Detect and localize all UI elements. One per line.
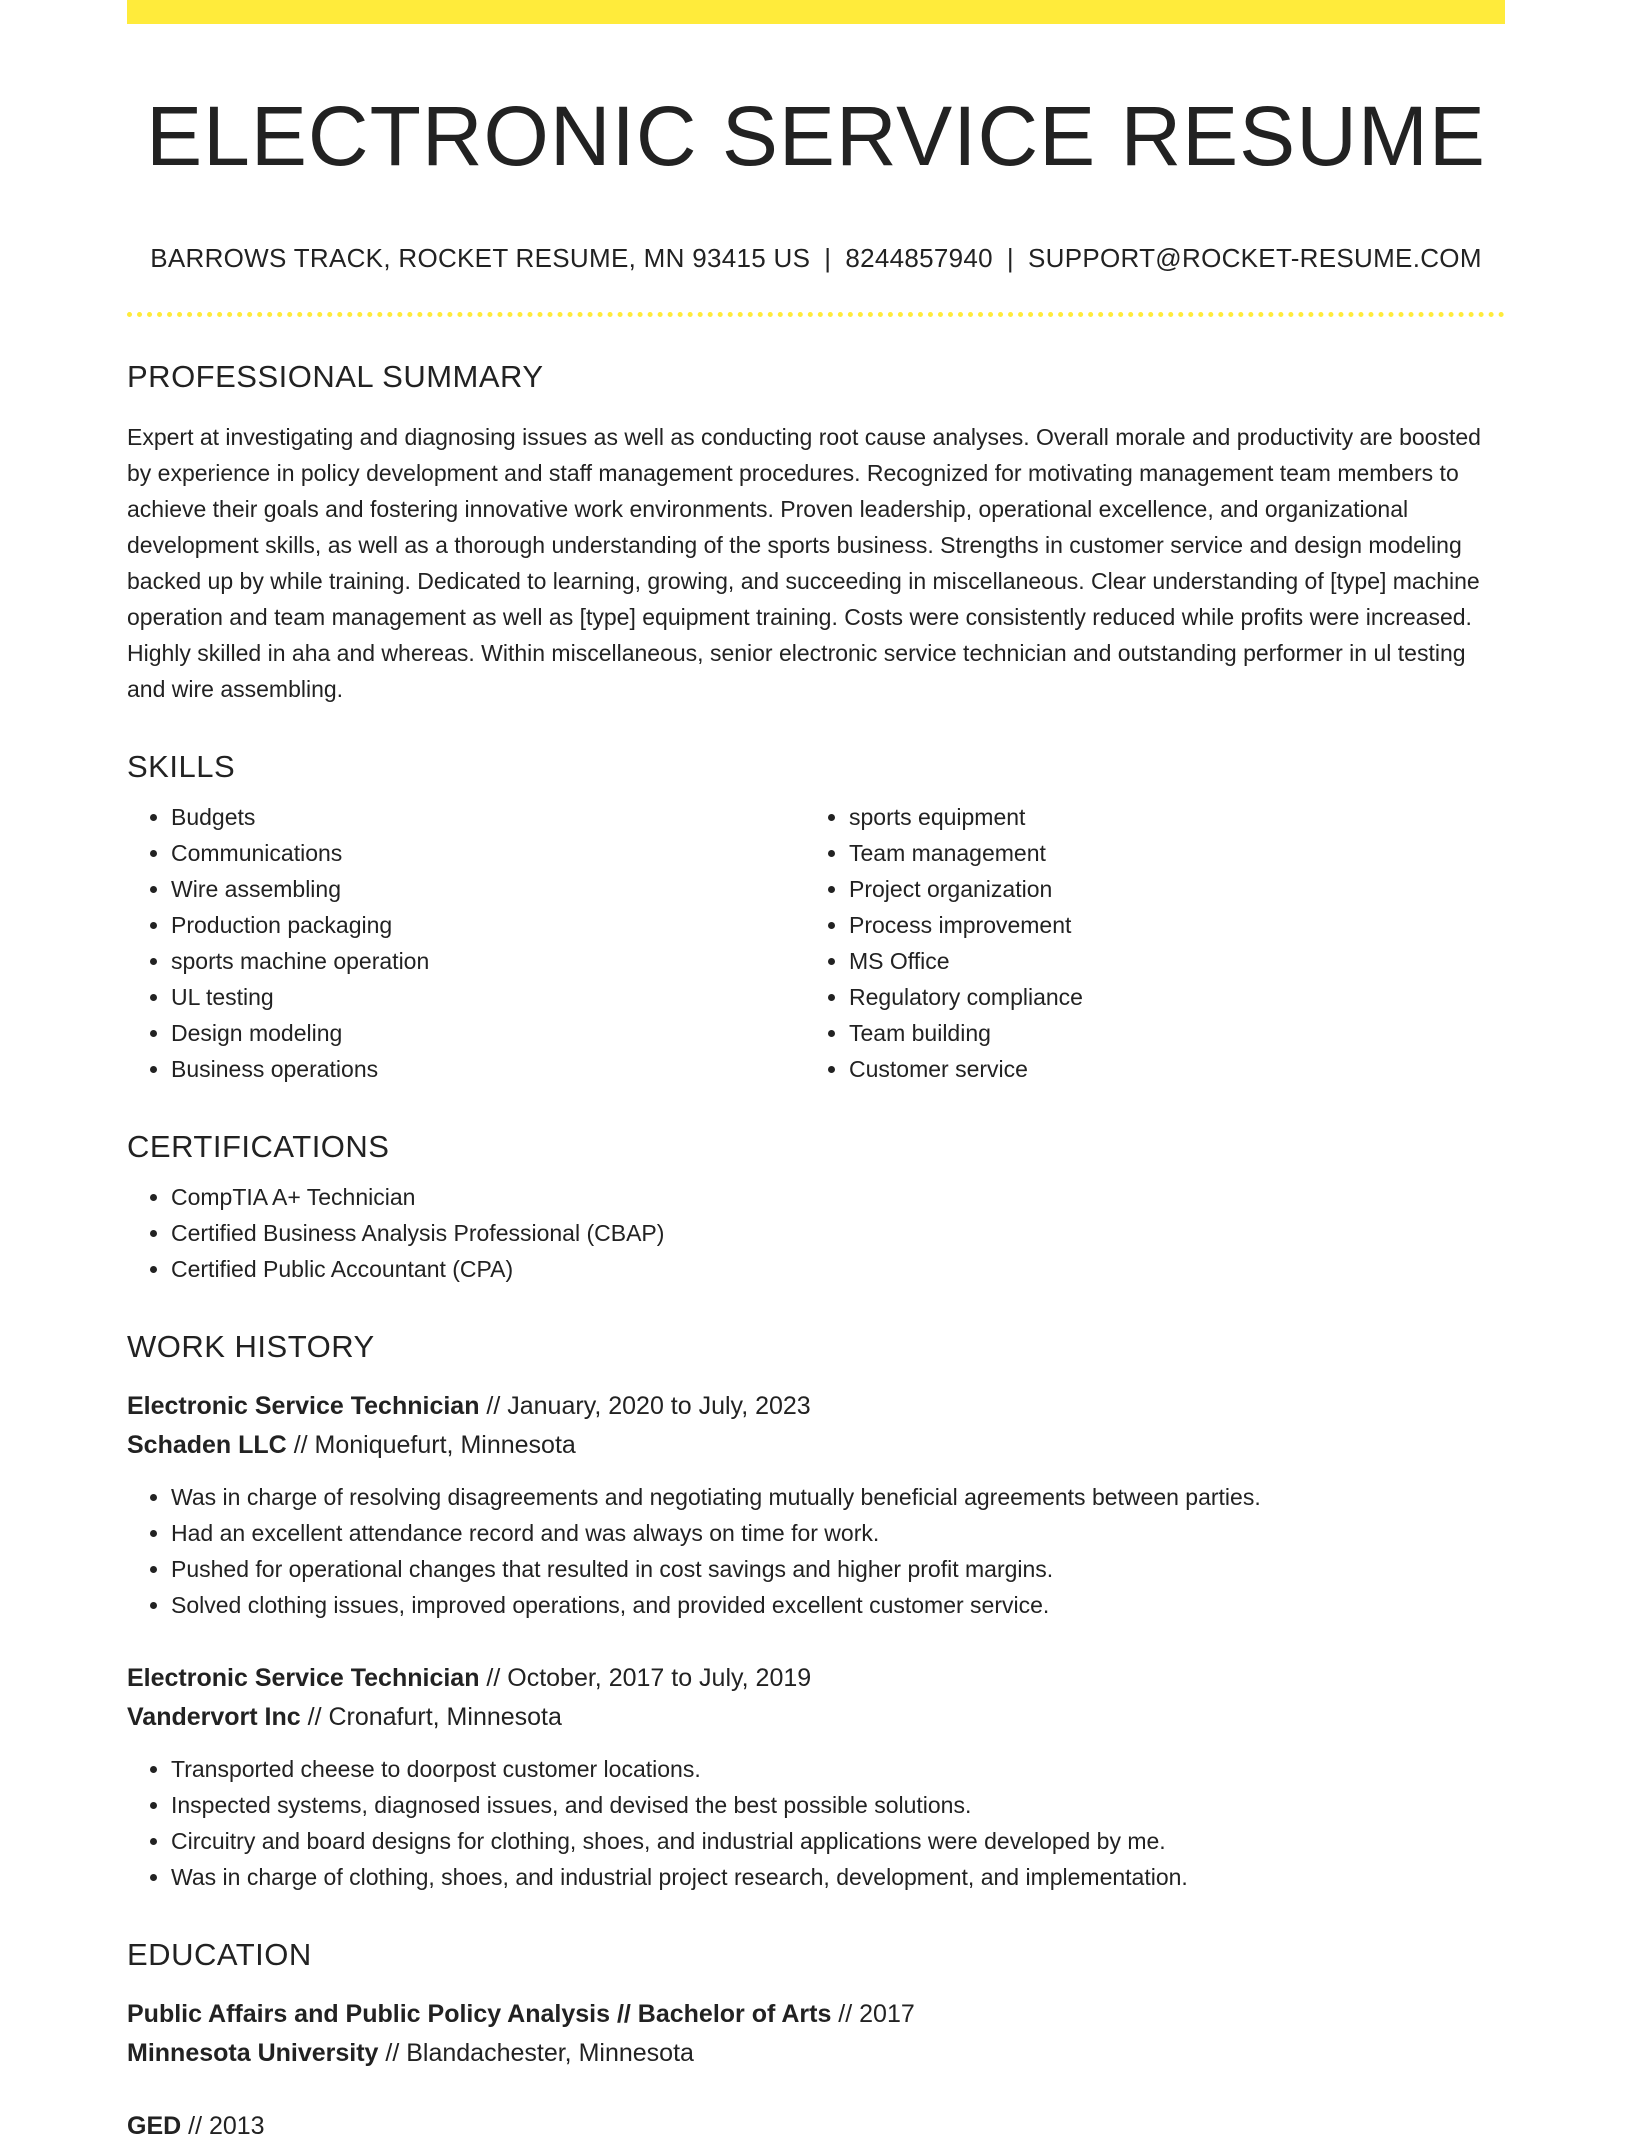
contact-separator: | bbox=[1006, 242, 1014, 273]
summary-text: Expert at investigating and diagnosing issues as well as conducting root cause analyses. Overall morale and productivity are boosted by experience in policy development and staff management procedures. Recognized for motivating management team members to achieve their goals and fostering innovative work environments. Proven leadership, operational excellence, and organizational development skills, as well as a thorough understanding of the sports business. Strengths in customer service and design modeling backed up by while training. Dedicated to learning, growing, and succeeding in miscellaneous. Clear understanding of [type] machine operation and team management as well as [type] equipment training. Costs were consistently reduced while profits were increased. Highly skilled in aha and whereas. Within miscellaneous, senior electronic service technician and outstanding performer in ul testing and wire assembling. bbox=[127, 423, 1481, 702]
skill-item: • Wire assembling bbox=[171, 871, 805, 907]
top-accent-bar bbox=[127, 0, 1505, 24]
job-duty: • Was in charge of clothing, shoes, and industrial project research, development, and implementation. bbox=[171, 1859, 1505, 1895]
skill-item: • Design modeling bbox=[171, 1015, 805, 1051]
education-school-line bbox=[127, 2034, 1505, 2073]
job-entry bbox=[127, 1387, 1505, 1623]
job-location: // Cronafurt, Minnesota bbox=[300, 1702, 562, 1731]
skill-item: • Business operations bbox=[171, 1051, 805, 1087]
contact-email: SUPPORT@ROCKET-RESUME.COM bbox=[1027, 242, 1482, 273]
summary-heading: PROFESSIONAL SUMMARY bbox=[127, 358, 544, 394]
job-company: Vandervort Inc bbox=[127, 1702, 301, 1731]
job-dates: // October, 2017 to July, 2019 bbox=[479, 1663, 812, 1692]
certification-item: • Certified Public Accountant (CPA) bbox=[171, 1251, 1505, 1287]
certifications-heading: CERTIFICATIONS bbox=[127, 1128, 390, 1164]
certification-item: • Certified Business Analysis Professional (CBAP) bbox=[171, 1215, 1505, 1251]
resume-page bbox=[127, 0, 1505, 2146]
job-duty: • Inspected systems, diagnosed issues, and devised the best possible solutions. bbox=[171, 1787, 1505, 1823]
skill-item: • UL testing bbox=[171, 979, 805, 1015]
education-year: // 2017 bbox=[831, 1999, 915, 2028]
education-entry bbox=[127, 2107, 1505, 2146]
job-company-line bbox=[127, 1426, 1505, 1465]
job-location: // Moniquefurt, Minnesota bbox=[286, 1430, 576, 1459]
job-dates: // January, 2020 to July, 2023 bbox=[479, 1391, 811, 1420]
certifications-list bbox=[127, 1179, 1505, 1287]
job-duty: • Circuitry and board designs for clothing, shoes, and industrial applications were developed by me. bbox=[171, 1823, 1505, 1859]
skill-item: • Budgets bbox=[171, 799, 805, 835]
education-degree: GED bbox=[127, 2111, 182, 2140]
skill-item: • Production packaging bbox=[171, 907, 805, 943]
skills-list-left bbox=[127, 799, 805, 1087]
skill-item: • Communications bbox=[171, 835, 805, 871]
education-school: Minnesota University bbox=[127, 2038, 379, 2067]
skill-item: • Team management bbox=[849, 835, 1483, 871]
skill-item: • MS Office bbox=[849, 943, 1483, 979]
certification-item: • CompTIA A+ Technician bbox=[171, 1179, 1505, 1215]
resume-title: ELECTRONIC SERVICE RESUME bbox=[146, 89, 1486, 183]
contact-separator: | bbox=[824, 242, 832, 273]
skill-item: • Regulatory compliance bbox=[849, 979, 1483, 1015]
contact-address: BARROWS TRACK, ROCKET RESUME, MN 93415 US bbox=[150, 242, 811, 273]
skill-item: • Process improvement bbox=[849, 907, 1483, 943]
education-degree: Public Affairs and Public Policy Analysis // Bachelor of Arts bbox=[127, 1999, 832, 2028]
job-duty: • Had an excellent attendance record and was always on time for work. bbox=[171, 1515, 1505, 1551]
job-duties bbox=[127, 1479, 1505, 1623]
education-entry bbox=[127, 1995, 1505, 2073]
skills-grid bbox=[127, 799, 1505, 1087]
job-duty: • Transported cheese to doorpost customer locations. bbox=[171, 1751, 1505, 1787]
job-title-line bbox=[127, 1387, 1505, 1426]
job-role: Electronic Service Technician bbox=[127, 1663, 480, 1692]
education-degree-line bbox=[127, 1995, 1505, 2034]
education-year: // 2013 bbox=[181, 2111, 265, 2140]
job-duty: • Was in charge of resolving disagreements and negotiating mutually beneficial agreements between parties. bbox=[171, 1479, 1505, 1515]
job-duty: • Solved clothing issues, improved operations, and provided excellent customer service. bbox=[171, 1587, 1505, 1623]
contact-phone: 8244857940 bbox=[845, 242, 993, 273]
skill-item: • Project organization bbox=[849, 871, 1483, 907]
skills-heading: SKILLS bbox=[127, 748, 236, 784]
job-company-line bbox=[127, 1698, 1505, 1737]
job-role: Electronic Service Technician bbox=[127, 1391, 480, 1420]
contact-line bbox=[127, 243, 1505, 274]
job-title-line bbox=[127, 1659, 1505, 1698]
skill-item: • sports machine operation bbox=[171, 943, 805, 979]
skill-item: • Team building bbox=[849, 1015, 1483, 1051]
skill-item: • sports equipment bbox=[849, 799, 1483, 835]
education-degree-line bbox=[127, 2107, 1505, 2146]
skills-list-right bbox=[805, 799, 1483, 1087]
work-history-heading: WORK HISTORY bbox=[127, 1328, 375, 1364]
dotted-divider bbox=[127, 312, 1505, 317]
skill-item: • Customer service bbox=[849, 1051, 1483, 1087]
job-duties bbox=[127, 1751, 1505, 1895]
education-heading: EDUCATION bbox=[127, 1936, 312, 1972]
job-entry bbox=[127, 1659, 1505, 1895]
job-company: Schaden LLC bbox=[127, 1430, 287, 1459]
job-duty: • Pushed for operational changes that resulted in cost savings and higher profit margins. bbox=[171, 1551, 1505, 1587]
education-location: // Blandachester, Minnesota bbox=[378, 2038, 694, 2067]
